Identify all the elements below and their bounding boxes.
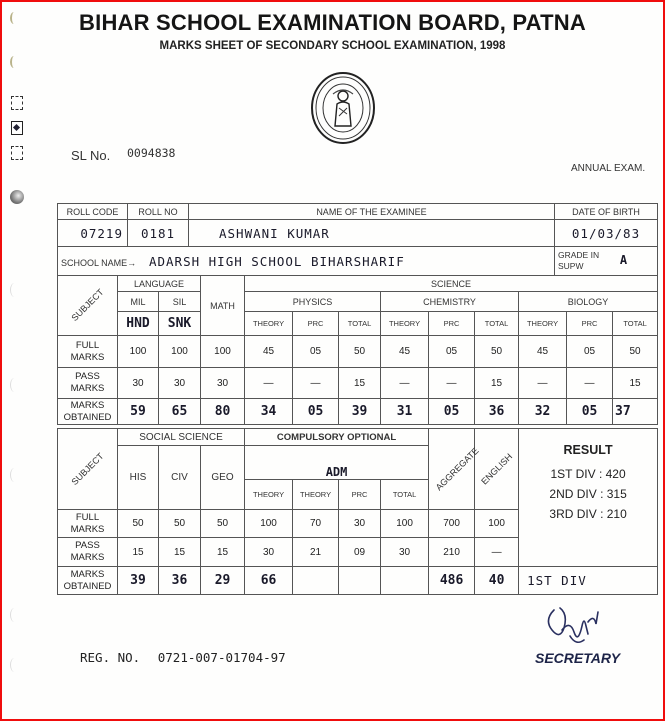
cell: —	[429, 368, 475, 399]
math-header: MATH	[201, 276, 245, 336]
binder-clip-icon	[11, 121, 23, 135]
cell: 34	[245, 399, 293, 425]
punch-hole-mark	[10, 658, 19, 672]
full-marks-label: FULL MARKS	[58, 336, 118, 368]
mil-code: HND	[118, 312, 159, 336]
division-2nd: 2ND DIV : 315	[549, 487, 627, 501]
school-row	[58, 247, 555, 276]
binder-clip-icon	[11, 96, 23, 110]
physics-total-header: TOTAL	[339, 312, 381, 336]
cell: 31	[381, 399, 429, 425]
mil-header: MIL	[118, 292, 159, 312]
aggregate-obtained: 486	[429, 567, 475, 595]
cell: 210	[429, 538, 475, 567]
civ-header: CIV	[159, 446, 201, 510]
marks-obtained-label: MARKS OBTAINED	[58, 567, 118, 595]
cell: 05	[567, 399, 613, 425]
subject-label: SUBJECT	[69, 286, 106, 324]
biology-header: BIOLOGY	[519, 292, 658, 312]
social-science-header: SOCIAL SCIENCE	[118, 429, 245, 446]
marks-table-main	[57, 275, 658, 425]
cell: 05	[429, 399, 475, 425]
board-seal-icon	[309, 70, 377, 146]
cell: 15	[118, 538, 159, 567]
cell: 45	[381, 336, 429, 368]
cell: 30	[118, 368, 159, 399]
subject-label: SUBJECT	[69, 450, 106, 487]
cell: 100	[159, 336, 201, 368]
cell: 37	[613, 399, 658, 425]
biology-total-header: TOTAL	[613, 312, 658, 336]
chemistry-theory-header: THEORY	[381, 312, 429, 336]
roll-code-value: 07219	[58, 220, 128, 247]
marks-obtained-row	[58, 567, 658, 595]
science-header: SCIENCE	[245, 276, 658, 292]
roll-code-label: ROLL CODE	[58, 204, 128, 220]
full-marks-label: FULL MARKS	[58, 510, 118, 538]
physics-header: PHYSICS	[245, 292, 381, 312]
cell: 100	[201, 336, 245, 368]
supw-grade-value: A	[619, 252, 628, 267]
cell: 15	[613, 368, 658, 399]
marks-obtained-row	[58, 399, 658, 425]
binder-marks	[8, 8, 28, 708]
secretary-label: SECRETARY	[535, 650, 621, 666]
roll-no-label: ROLL NO	[128, 204, 189, 220]
cell: 30	[201, 368, 245, 399]
exam-type: ANNUAL EXAM.	[571, 163, 646, 174]
serial-number: 0094838	[127, 146, 176, 160]
cell: 36	[475, 399, 519, 425]
cell: 05	[567, 336, 613, 368]
cell: 15	[159, 538, 201, 567]
cell: 21	[293, 538, 339, 567]
examinee-name-value: ASHWANI KUMAR	[189, 220, 555, 247]
cell: 30	[381, 538, 429, 567]
division-3rd: 3RD DIV : 210	[549, 507, 627, 521]
cell: 05	[293, 399, 339, 425]
cell: 66	[245, 567, 293, 595]
registration-number	[80, 650, 286, 665]
serial-label: SL No.	[71, 148, 111, 163]
cell: 50	[118, 510, 159, 538]
opt-total-header: TOTAL	[381, 480, 429, 510]
dob-label: DATE OF BIRTH	[555, 204, 658, 220]
board-title: BIHAR SCHOOL EXAMINATION BOARD, PATNA	[79, 10, 586, 35]
cell: 05	[293, 336, 339, 368]
punch-hole-mark	[10, 283, 19, 297]
cell: 100	[118, 336, 159, 368]
opt-theory2-header: THEORY	[293, 480, 339, 510]
punch-hole-mark	[10, 56, 18, 68]
cell	[381, 567, 429, 595]
english-obtained: 40	[475, 567, 519, 595]
supw-grade-cell	[555, 247, 658, 276]
marks-table-secondary	[57, 428, 658, 595]
signature-icon	[540, 600, 610, 655]
cell: 100	[381, 510, 429, 538]
compulsory-optional-header: COMPULSORY OPTIONAL	[245, 429, 429, 446]
punch-hole-mark	[10, 378, 19, 392]
cell: 30	[159, 368, 201, 399]
cell: 32	[519, 399, 567, 425]
physics-theory-header: THEORY	[245, 312, 293, 336]
geo-header: GEO	[201, 446, 245, 510]
aggregate-header-cell	[429, 429, 481, 510]
result-value: 1ST DIV	[519, 567, 658, 595]
dob-value: 01/03/83	[555, 220, 658, 247]
cell: —	[519, 368, 567, 399]
cell: 700	[429, 510, 475, 538]
punch-hole-mark	[10, 468, 19, 482]
candidate-info-table	[57, 203, 658, 276]
cell: 30	[339, 510, 381, 538]
cell: 50	[613, 336, 658, 368]
cell: 100	[475, 510, 519, 538]
cell: 50	[339, 336, 381, 368]
cell: 05	[429, 336, 475, 368]
sil-code: SNK	[159, 312, 201, 336]
his-header: HIS	[118, 446, 159, 510]
cell: 15	[339, 368, 381, 399]
cell: 39	[339, 399, 381, 425]
cell: 09	[339, 538, 381, 567]
cell: 29	[201, 567, 245, 595]
cell: 50	[201, 510, 245, 538]
chemistry-header: CHEMISTRY	[381, 292, 519, 312]
pass-marks-label: PASS MARKS	[58, 368, 118, 399]
biology-theory-header: THEORY	[519, 312, 567, 336]
subject-header-cell	[58, 276, 118, 336]
cell: 30	[245, 538, 293, 567]
reg-label: REG. NO.	[80, 650, 141, 665]
cell: —	[381, 368, 429, 399]
cell: 45	[245, 336, 293, 368]
cell: —	[245, 368, 293, 399]
chemistry-total-header: TOTAL	[475, 312, 519, 336]
roll-no-value: 0181	[128, 220, 189, 247]
sil-header: SIL	[159, 292, 201, 312]
supw-label-line2: SUPW	[558, 261, 584, 271]
cell: 50	[159, 510, 201, 538]
cell: 36	[159, 567, 201, 595]
cell	[339, 567, 381, 595]
pass-marks-label: PASS MARKS	[58, 538, 118, 567]
cell: —	[567, 368, 613, 399]
result-label: RESULT	[563, 443, 613, 457]
chemistry-prc-header: PRC	[429, 312, 475, 336]
english-label: ENGLISH	[479, 450, 515, 487]
cell: 65	[159, 399, 201, 425]
cell: 15	[475, 368, 519, 399]
marks-obtained-label: MARKS OBTAINED	[58, 399, 118, 425]
punch-hole	[10, 190, 24, 204]
subject-header-cell	[58, 429, 118, 510]
division-1st: 1ST DIV : 420	[550, 467, 626, 481]
reg-value: 0721-007-01704-97	[157, 650, 286, 665]
cell: 39	[118, 567, 159, 595]
binder-clip-icon	[11, 146, 23, 160]
marksheet-subtitle: MARKS SHEET OF SECONDARY SCHOOL EXAMINATION, 1998	[159, 40, 506, 52]
cell: 100	[245, 510, 293, 538]
punch-hole-mark	[10, 608, 19, 622]
biology-prc-header: PRC	[567, 312, 613, 336]
cell: 80	[201, 399, 245, 425]
cell: 45	[519, 336, 567, 368]
result-box	[519, 429, 658, 567]
cell: —	[475, 538, 519, 567]
cell: 59	[118, 399, 159, 425]
school-name-label: SCHOOL NAME→	[61, 257, 137, 268]
opt-prc-header: PRC	[339, 480, 381, 510]
cell: 15	[201, 538, 245, 567]
school-name-value: ADARSH HIGH SCHOOL BIHARSHARIF	[148, 253, 405, 269]
aggregate-label: AGGREGATE	[433, 445, 481, 492]
full-marks-row	[58, 336, 658, 368]
cell: —	[293, 368, 339, 399]
cell	[293, 567, 339, 595]
pass-marks-row	[58, 368, 658, 399]
cell: 50	[475, 336, 519, 368]
examinee-name-label: NAME OF THE EXAMINEE	[189, 204, 555, 220]
supw-label-line1: GRADE IN	[558, 250, 600, 260]
optional-subject-code: ADM	[245, 446, 429, 480]
english-header-cell	[475, 429, 519, 510]
cell: 70	[293, 510, 339, 538]
language-header: LANGUAGE	[118, 276, 201, 292]
opt-theory-header: THEORY	[245, 480, 293, 510]
physics-prc-header: PRC	[293, 312, 339, 336]
